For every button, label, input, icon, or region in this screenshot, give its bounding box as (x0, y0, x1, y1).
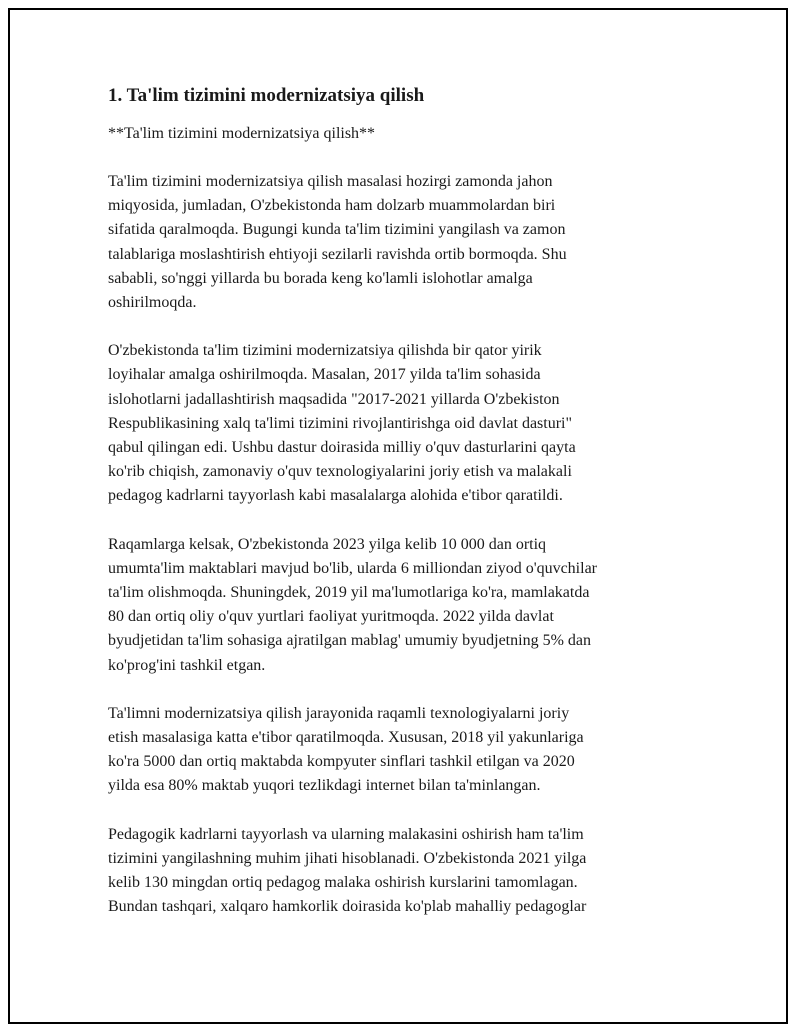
text-line: qabul qilingan edi. Ushbu dastur doirasida milliy o'quv dasturlarini qayta (108, 439, 576, 457)
text-line: talablariga moslashtirish ehtiyoji sezilarli ravishda ortib bormoqda. Shu (108, 245, 567, 263)
text-line: byudjetidan ta'lim sohasiga ajratilgan mablag' umumiy byudjetning 5% dan (108, 632, 591, 650)
text-line: umumta'lim maktablari mavjud bo'lib, ularda 6 milliondan ziyod o'quvchilar (108, 559, 597, 577)
paragraph-1 (108, 170, 678, 315)
text-line: Bundan tashqari, xalqaro hamkorlik doirasida ko'plab mahalliy pedagoglar (108, 898, 587, 916)
text-line: yilda esa 80% maktab yuqori tezlikdagi internet bilan ta'minlangan. (108, 777, 541, 795)
text-line: Respublikasining xalq ta'limi tizimini rivojlantirishga oid davlat dasturi" (108, 414, 573, 432)
text-line: kelib 130 mingdan ortiq pedagog malaka oshirish kurslarini tamomlagan. (108, 874, 578, 892)
paragraph-5 (108, 823, 678, 920)
text-line: sifatida qaralmoqda. Bugungi kunda ta'lim tizimini yangilash va zamon (108, 221, 566, 239)
paragraph-2 (108, 339, 678, 508)
document-body (108, 84, 678, 943)
text-line: ta'lim olishmoqda. Shuningdek, 2019 yil ma'lumotlariga ko'ra, mamlakatda (108, 584, 590, 602)
text-line: etish masalasiga katta e'tibor qaratilmoqda. Xususan, 2018 yil yakunlariga (108, 729, 584, 747)
paragraph-3 (108, 533, 678, 678)
section-heading: 1. Ta'lim tizimini modernizatsiya qilish (108, 85, 425, 106)
text-line: sababli, so'nggi yillarda bu borada keng ko'lamli islohotlar amalga (108, 269, 533, 287)
text-line: ko'prog'ini tashkil etgan. (108, 656, 266, 674)
text-line: Pedagogik kadrlarni tayyorlash va ularning malakasini oshirish ham ta'lim (108, 825, 584, 843)
text-line: ko'ra 5000 dan ortiq maktabda kompyuter sinflari tashkil etilgan va 2020 (108, 753, 575, 771)
paragraph-4 (108, 702, 678, 799)
text-line: 80 dan ortiq oliy o'quv yurtlari faoliyat yuritmoqda. 2022 yilda davlat (108, 608, 554, 626)
text-line: Raqamlarga kelsak, O'zbekistonda 2023 yilga kelib 10 000 dan ortiq (108, 535, 547, 553)
text-line: miqyosida, jumladan, O'zbekistonda ham dolzarb muammolardan biri (108, 197, 556, 215)
section-subheading: **Ta'lim tizimini modernizatsiya qilish** (108, 125, 376, 142)
text-line: Ta'limni modernizatsiya qilish jarayonida raqamli texnologiyalarni joriy (108, 704, 570, 722)
text-line: pedagog kadrlarni tayyorlash kabi masalalarga alohida e'tibor qaratildi. (108, 487, 563, 505)
text-line: O'zbekistonda ta'lim tizimini modernizatsiya qilishda bir qator yirik (108, 342, 542, 360)
text-line: Ta'lim tizimini modernizatsiya qilish masalasi hozirgi zamonda jahon (108, 173, 553, 190)
text-line: ko'rib chiqish, zamonaviy o'quv texnologiyalarini joriy etish va malakali (108, 463, 572, 481)
text-line: loyihalar amalga oshirilmoqda. Masalan, 2017 yilda ta'lim sohasida (108, 366, 541, 384)
text-line: oshirilmoqda. (108, 294, 197, 312)
text-line: islohotlarni jadallashtirish maqsadida "2017-2021 yillarda O'zbekiston (108, 390, 560, 408)
text-line: tizimini yangilashning muhim jihati hisoblanadi. O'zbekistonda 2021 yilga (108, 849, 587, 867)
